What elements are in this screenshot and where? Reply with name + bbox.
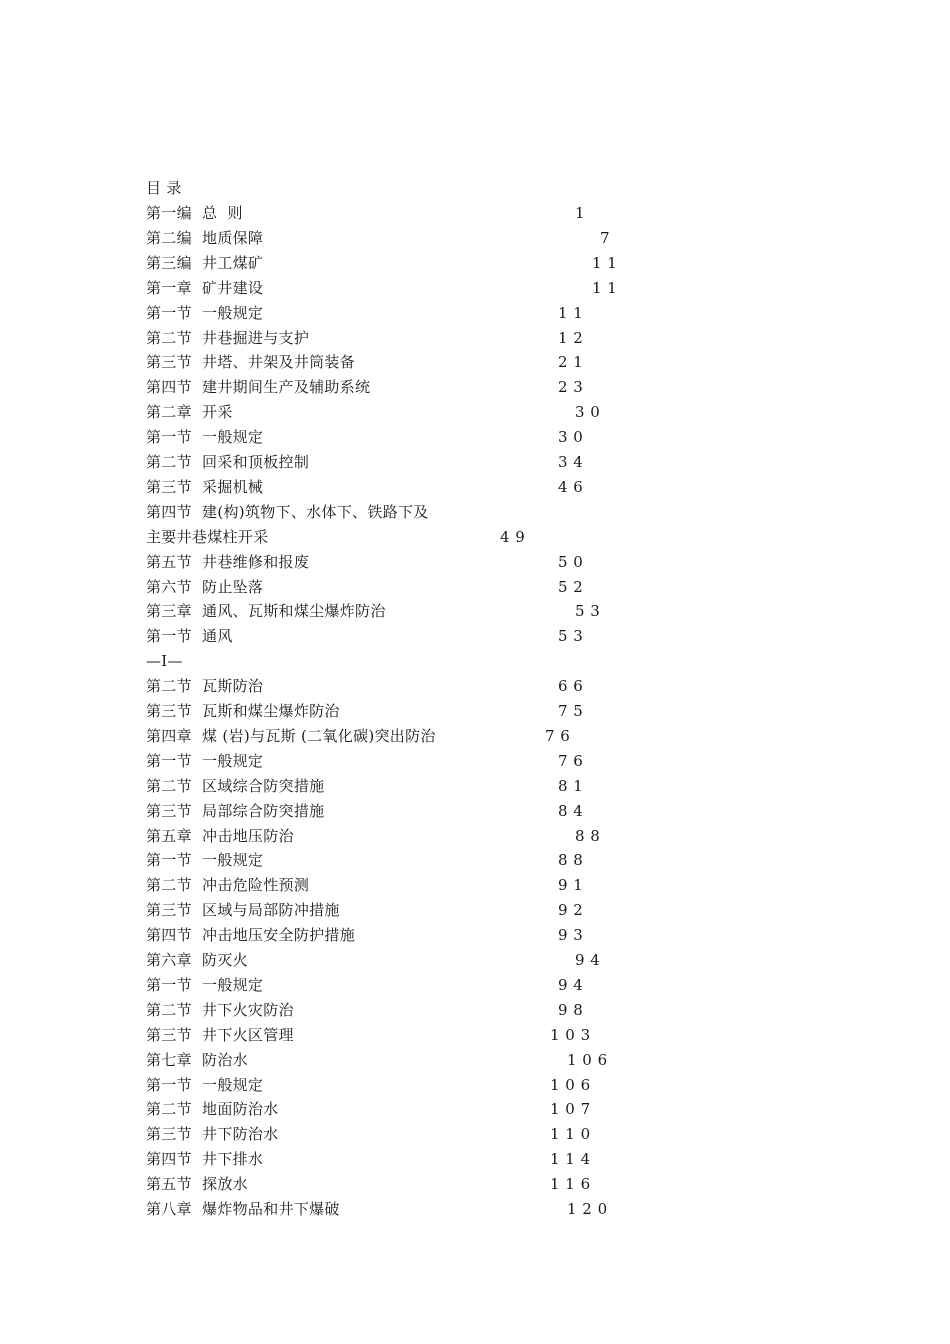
toc-entry-label: 第二编 地质保障 — [146, 228, 264, 247]
toc-entry — [0, 253, 950, 278]
toc-entry — [0, 801, 950, 826]
toc-entry-label: 第六节 防止坠落 — [146, 577, 264, 596]
toc-entry-label: 第一章 矿井建设 — [146, 278, 264, 297]
toc-entry-page-number: 8 8 — [558, 851, 584, 870]
toc-entry-page-number: 1 0 6 — [550, 1075, 591, 1094]
toc-entry-label: 第三节 瓦斯和煤尘爆炸防治 — [146, 702, 340, 720]
toc-entry-page-number: 5 0 — [558, 552, 584, 571]
toc-entry-page-number: 9 4 — [575, 951, 601, 969]
toc-entry-page-number: 9 4 — [558, 975, 584, 994]
toc-entry — [0, 303, 950, 328]
toc-entry-label: 第四节 建(构)筑物下、水体下、铁路下及 — [146, 502, 429, 521]
toc-entry-label: 第一节 一般规定 — [146, 751, 264, 770]
toc-entry — [0, 776, 950, 801]
toc-entry — [0, 203, 950, 228]
toc-entry — [0, 676, 950, 701]
toc-entry — [0, 1199, 950, 1224]
toc-entry-label: 第五节 探放水 — [146, 1175, 248, 1194]
toc-entry-label: 第二节 回采和顶板控制 — [146, 453, 310, 471]
toc-entry-page-number: 4 6 — [558, 477, 584, 496]
toc-entry — [0, 502, 950, 527]
toc-entry-label: 第三节 井塔、井架及井筒装备 — [146, 353, 356, 372]
toc-entry-page-number: 7 5 — [558, 702, 584, 720]
toc-entry-page-number: 6 6 — [558, 677, 584, 696]
toc-entry-label: 第六章 防灭火 — [146, 951, 248, 969]
toc-entry-label: 第一节 一般规定 — [146, 1075, 264, 1094]
toc-entry-page-number: 4 9 — [500, 527, 526, 546]
toc-entry-label: 第二节 瓦斯防治 — [146, 677, 264, 696]
toc-entry-page-number: 1 1 0 — [550, 1125, 591, 1144]
toc-entry-page-number: 7 6 — [558, 751, 584, 770]
toc-entry-page-number: 1 1 — [592, 278, 618, 297]
toc-entry-page-number: 2 3 — [558, 378, 584, 397]
toc-entry — [0, 427, 950, 452]
toc-entry — [0, 527, 950, 552]
toc-entry — [0, 651, 950, 676]
toc-entry-label: 第二节 井下火灾防治 — [146, 1000, 294, 1019]
toc-entry-label: 第三节 井下防治水 — [146, 1125, 279, 1144]
toc-entry-label: 第一节 一般规定 — [146, 303, 264, 322]
toc-entry — [0, 1050, 950, 1075]
toc-entry-page-number: 1 2 — [558, 328, 584, 347]
toc-entry — [0, 975, 950, 1000]
toc-entry-page-number: 5 3 — [558, 627, 584, 646]
toc-entry-label: 第二节 冲击危险性预测 — [146, 876, 310, 895]
toc-entry — [0, 1174, 950, 1199]
toc-entry-page-number: 9 1 — [558, 876, 584, 895]
toc-entry-label: 第一节 一般规定 — [146, 851, 264, 870]
toc-entry-label: 第二节 区域综合防突措施 — [146, 776, 325, 795]
toc-entry-page-number: 1 0 7 — [550, 1100, 591, 1119]
toc-entry — [0, 352, 950, 377]
toc-entry — [0, 577, 950, 602]
toc-entry-page-number: 1 1 — [592, 253, 618, 272]
toc-entry-label: 第四节 井下排水 — [146, 1150, 264, 1169]
toc-entry-label: 第三节 局部综合防突措施 — [146, 801, 325, 820]
toc-entry — [0, 1099, 950, 1124]
toc-entry — [0, 552, 950, 577]
toc-entry — [0, 875, 950, 900]
toc-entry — [0, 1000, 950, 1025]
toc-entry — [0, 701, 950, 726]
toc-entry-page-number: 1 0 3 — [550, 1025, 591, 1044]
toc-entry — [0, 626, 950, 651]
toc-entry-page-number: 5 2 — [558, 577, 584, 596]
toc-entry-label: 第三编 井工煤矿 — [146, 253, 264, 272]
toc-entry-label: 第三章 通风、瓦斯和煤尘爆炸防治 — [146, 602, 386, 621]
toc-entry-page-number: 1 1 4 — [550, 1150, 591, 1169]
toc-entry-page-number: 9 2 — [558, 901, 584, 920]
toc-entry — [0, 1075, 950, 1100]
toc-entry-label: —Ⅰ— — [146, 652, 183, 671]
toc-entry-label: 第一节 一般规定 — [146, 428, 264, 447]
toc-entry — [0, 601, 950, 626]
toc-entry — [0, 1025, 950, 1050]
toc-entry — [0, 278, 950, 303]
toc-entry-page-number: 1 2 0 — [567, 1200, 608, 1218]
toc-entry-page-number: 5 3 — [575, 602, 601, 621]
toc-entry — [0, 826, 950, 851]
toc-entry-label: 第五节 井巷维修和报废 — [146, 552, 310, 571]
toc-entry-label: 第二节 地面防治水 — [146, 1100, 279, 1119]
toc-entry — [0, 925, 950, 950]
toc-entry-label: 主要井巷煤柱开采 — [146, 527, 269, 546]
toc-entry — [0, 751, 950, 776]
toc-entry — [0, 228, 950, 253]
toc-entry — [0, 402, 950, 427]
toc-entry-label: 第二节 井巷掘进与支护 — [146, 328, 310, 347]
toc-entry-page-number: 8 1 — [558, 776, 584, 795]
toc-entry-page-number: 8 4 — [558, 801, 584, 820]
toc-entry-label: 第四节 建井期间生产及辅助系统 — [146, 378, 371, 397]
toc-entry-label: 第五章 冲击地压防治 — [146, 826, 294, 845]
toc-entry — [0, 377, 950, 402]
toc-entry-label: 第三节 采掘机械 — [146, 477, 264, 496]
toc-entry-page-number: 2 1 — [558, 353, 584, 372]
toc-entry — [0, 477, 950, 502]
toc-entry-label: 第四节 冲击地压安全防护措施 — [146, 926, 356, 945]
toc-entry-page-number: 3 4 — [558, 453, 584, 471]
toc-entry-page-number: 7 — [600, 228, 611, 247]
toc-entry — [0, 1149, 950, 1174]
toc-entry-label: 第三节 区域与局部防冲措施 — [146, 901, 340, 920]
toc-entry-page-number: 9 8 — [558, 1000, 584, 1019]
toc-entry-page-number: 1 — [575, 204, 586, 222]
toc-entry-label: 第七章 防治水 — [146, 1050, 248, 1069]
toc-entry-page-number: 9 3 — [558, 926, 584, 945]
toc-entry-page-number: 8 8 — [575, 826, 601, 845]
toc-entry — [0, 950, 950, 975]
toc-entry-label: 第一节 一般规定 — [146, 975, 264, 994]
toc-entry-page-number: 1 1 — [558, 303, 584, 322]
toc-entry-page-number: 7 6 — [545, 726, 571, 745]
toc-entry — [0, 900, 950, 925]
toc-entry — [0, 1124, 950, 1149]
toc-entry-page-number: 3 0 — [575, 403, 601, 422]
toc-entry-page-number: 3 0 — [558, 428, 584, 447]
toc-entry-label: 第一编 总 则 — [146, 204, 243, 222]
toc-entry-label: 第二章 开采 — [146, 403, 233, 422]
toc-entry — [0, 726, 950, 751]
toc-entry-label: 第三节 井下火区管理 — [146, 1025, 294, 1044]
toc-entry — [0, 850, 950, 875]
toc-title: 目 录 — [146, 179, 182, 197]
toc-entry-label: 第四章 煤 (岩)与瓦斯 (二氧化碳)突出防治 — [146, 726, 436, 745]
toc-entry — [0, 328, 950, 353]
toc-entry-label: 第一节 通风 — [146, 627, 233, 646]
toc-title-row — [0, 178, 950, 203]
toc-entry-label: 第八章 爆炸物品和井下爆破 — [146, 1200, 340, 1218]
toc-entry — [0, 452, 950, 477]
toc-entry-page-number: 1 1 6 — [550, 1175, 591, 1194]
toc-entry-page-number: 1 0 6 — [567, 1050, 608, 1069]
